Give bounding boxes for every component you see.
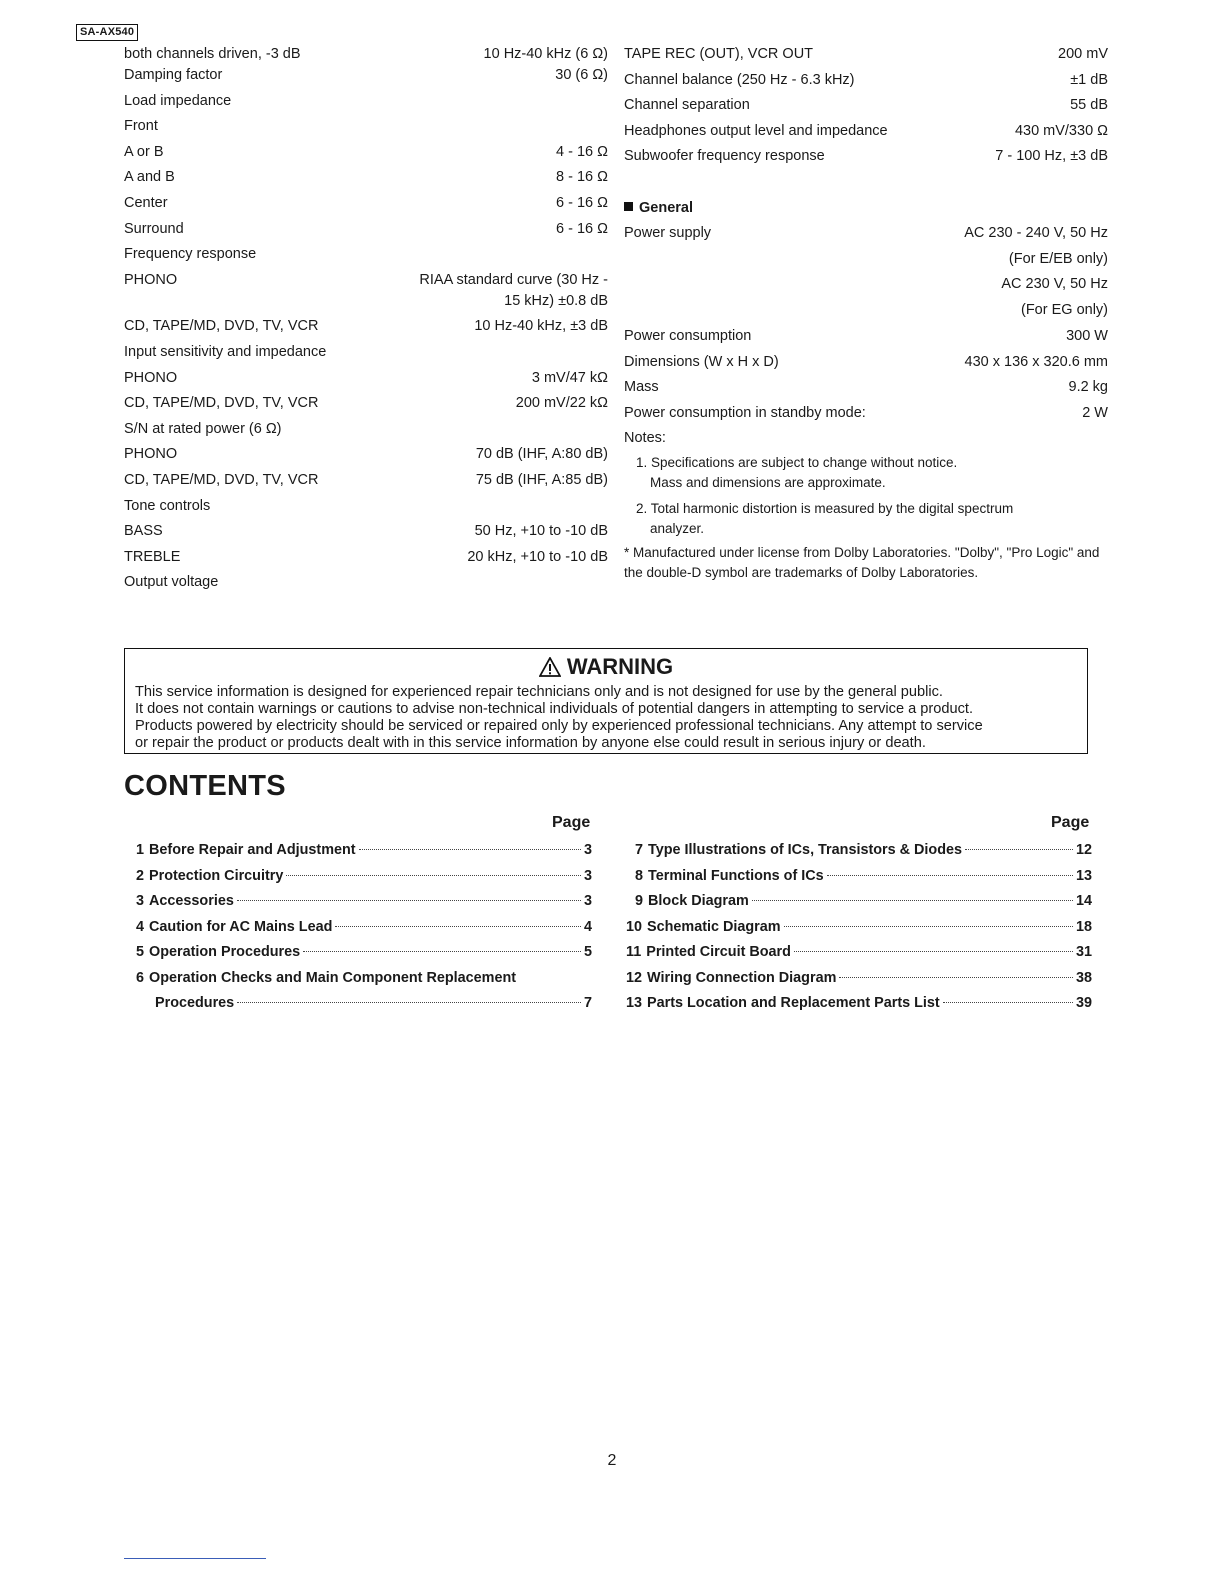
toc-title: Before Repair and Adjustment xyxy=(149,842,356,858)
spec-column-right xyxy=(624,44,1108,583)
spec-label: Power consumption in standby mode: xyxy=(624,404,866,421)
spec-row xyxy=(624,326,1108,347)
toc-number: 4 xyxy=(136,918,145,935)
toc-entry[interactable] xyxy=(136,944,592,970)
spec-label: S/N at rated power (6 Ω) xyxy=(124,420,282,437)
spec-label: PHONO xyxy=(124,446,178,463)
toc-number: 8 xyxy=(635,867,644,884)
note-text-continued: Mass and dimensions are approximate. xyxy=(650,475,886,491)
spec-label: PHONO xyxy=(124,271,178,288)
general-heading-label: General xyxy=(639,199,693,216)
toc-number: 12 xyxy=(626,969,643,986)
toc-page: 4 xyxy=(583,918,592,935)
spec-row xyxy=(624,249,1108,270)
note-text-continued: analyzer. xyxy=(650,521,705,537)
spec-value: 300 W xyxy=(1066,327,1108,344)
spec-column-left xyxy=(124,44,608,593)
toc-page: 31 xyxy=(1075,944,1092,960)
toc-page: 3 xyxy=(583,867,592,884)
toc-title: Caution for AC Mains Lead xyxy=(149,918,333,935)
toc-entry[interactable] xyxy=(136,919,592,945)
spec-value: RIAA standard curve (30 Hz - 15 kHz) ±0.8 dB xyxy=(419,271,608,309)
spec-value: 10 Hz-40 kHz (6 Ω) xyxy=(483,46,608,62)
spec-value: (For EG only) xyxy=(1020,301,1108,318)
toc-leader xyxy=(286,875,581,876)
toc-leader xyxy=(303,951,581,952)
toc-entry[interactable] xyxy=(136,842,592,868)
note-number: 2. xyxy=(636,501,648,517)
toc-number: 1 xyxy=(136,842,145,858)
toc-leader xyxy=(237,1002,581,1003)
toc-leader xyxy=(359,849,581,850)
page-column-label-left: Page xyxy=(552,814,591,831)
toc-page: 38 xyxy=(1075,969,1092,986)
model-tag: SA-AX540 xyxy=(76,24,138,41)
spec-row xyxy=(124,193,608,214)
spec-label: Power consumption xyxy=(624,327,752,344)
toc-entry[interactable] xyxy=(626,842,1092,868)
spec-label: PHONO xyxy=(124,369,178,386)
spec-row xyxy=(124,547,608,568)
toc-leader xyxy=(335,926,581,927)
notes-heading: Notes: xyxy=(624,430,666,447)
warning-line: or repair the product or products dealt with in this service information by anyone else could result in serious injury or death. xyxy=(135,735,926,751)
spec-row xyxy=(624,95,1108,116)
spec-row xyxy=(624,274,1108,295)
toc-number: 13 xyxy=(626,995,643,1011)
spec-row xyxy=(124,572,608,593)
spec-label: both channels driven, -3 dB xyxy=(124,46,301,62)
toc-entry-continued[interactable] xyxy=(136,995,592,1021)
spec-value: ±1 dB xyxy=(1070,71,1108,88)
spec-label: TREBLE xyxy=(124,548,181,565)
spec-label: Dimensions (W x H x D) xyxy=(624,353,779,370)
spec-row xyxy=(624,223,1108,244)
toc-entry[interactable] xyxy=(626,970,1092,996)
toc-entry[interactable] xyxy=(626,893,1092,919)
spec-label: Damping factor xyxy=(124,67,223,83)
toc-title: Wiring Connection Diagram xyxy=(647,969,837,986)
spec-row xyxy=(124,419,608,440)
toc-title: Parts Location and Replacement Parts List xyxy=(647,995,940,1011)
toc-number: 11 xyxy=(626,944,642,960)
spec-row xyxy=(624,70,1108,91)
contents-title: CONTENTS xyxy=(124,770,286,802)
toc-page: 3 xyxy=(583,842,592,858)
spec-value: 7 - 100 Hz, ±3 dB xyxy=(995,148,1108,165)
spec-label: A or B xyxy=(124,143,164,160)
general-heading xyxy=(624,198,1108,219)
spec-label: Channel balance (250 Hz - 6.3 kHz) xyxy=(624,71,855,88)
page-number: 2 xyxy=(607,1452,617,1469)
spec-value: 75 dB (IHF, A:85 dB) xyxy=(475,471,608,488)
spec-label: CD, TAPE/MD, DVD, TV, VCR xyxy=(124,471,319,488)
spec-value: 6 - 16 Ω xyxy=(556,220,608,237)
toc-leader xyxy=(965,849,1073,850)
spec-value: 55 dB xyxy=(1070,97,1108,114)
toc-number: 10 xyxy=(626,918,643,935)
toc-page: 39 xyxy=(1075,995,1092,1011)
toc-page: 14 xyxy=(1075,893,1092,909)
warning-heading xyxy=(135,653,1077,684)
spec-row xyxy=(124,393,608,414)
spec-value: 200 mV xyxy=(1058,46,1108,62)
warning-line: Products powered by electricity should be serviced or repaired only by experienced professional technicians. Any attempt to service xyxy=(135,718,983,734)
toc-column-right xyxy=(626,842,1092,1021)
toc-title: Block Diagram xyxy=(648,893,749,909)
spec-row xyxy=(624,44,1108,65)
toc-leader xyxy=(943,1002,1073,1003)
spec-label: BASS xyxy=(124,523,163,540)
toc-page: 13 xyxy=(1075,867,1092,884)
spec-value: 2 W xyxy=(1082,404,1108,421)
spec-row xyxy=(624,403,1108,424)
spec-label: A and B xyxy=(124,169,175,186)
spec-label: Surround xyxy=(124,220,184,237)
spec-value: 9.2 kg xyxy=(1068,379,1108,396)
toc-title: Type Illustrations of ICs, Transistors & Diodes xyxy=(648,842,963,858)
toc-leader xyxy=(827,875,1073,876)
spec-label: TAPE REC (OUT), VCR OUT xyxy=(624,46,814,62)
toc-entry[interactable] xyxy=(626,944,1092,970)
spec-value: 8 - 16 Ω xyxy=(556,169,608,186)
spec-label: Output voltage xyxy=(124,574,219,591)
spec-row xyxy=(124,142,608,163)
toc-title: Printed Circuit Board xyxy=(646,944,791,960)
toc-entry[interactable] xyxy=(626,868,1092,894)
spec-label: Subwoofer frequency response xyxy=(624,148,825,165)
toc-entry[interactable] xyxy=(136,868,592,894)
toc-leader xyxy=(839,977,1073,978)
spec-row xyxy=(124,44,608,65)
toc-leader xyxy=(784,926,1073,927)
spec-row xyxy=(124,244,608,265)
bottom-divider xyxy=(124,1558,266,1559)
warning-line: This service information is designed for experienced repair technicians only and is not designed for use by the general public. xyxy=(135,684,943,700)
warning-text xyxy=(135,684,1077,752)
toc-number: 7 xyxy=(635,842,644,858)
spec-row xyxy=(124,316,608,337)
spec-value: 70 dB (IHF, A:80 dB) xyxy=(475,446,608,463)
spec-row xyxy=(624,121,1108,142)
spec-label: Power supply xyxy=(624,225,712,242)
toc-number: 6 xyxy=(136,969,145,986)
dolby-footnote: * Manufactured under license from Dolby Laboratories. "Dolby", "Pro Logic" and the double-D symbol are trademarks of Dolby Laboratories. xyxy=(624,545,1100,581)
spec-label: Frequency response xyxy=(124,246,257,263)
toc-page: 18 xyxy=(1075,918,1092,935)
spec-value: 3 mV/47 kΩ xyxy=(531,369,608,386)
toc-title: Schematic Diagram xyxy=(647,918,781,935)
toc-entry[interactable] xyxy=(626,995,1092,1021)
spec-label: Load impedance xyxy=(124,92,232,109)
toc-number: 3 xyxy=(136,893,145,909)
spec-row xyxy=(124,496,608,517)
toc-page: 3 xyxy=(583,893,592,909)
spec-label: Input sensitivity and impedance xyxy=(124,343,327,360)
spec-value: 20 kHz, +10 to -10 dB xyxy=(467,548,608,565)
toc-entry[interactable] xyxy=(136,893,592,919)
spec-label: Front xyxy=(124,118,158,135)
spec-label: Channel separation xyxy=(624,97,750,114)
spec-value: AC 230 - 240 V, 50 Hz xyxy=(964,225,1108,242)
spec-value: 50 Hz, +10 to -10 dB xyxy=(474,523,608,540)
spec-row xyxy=(124,65,608,86)
spec-row xyxy=(624,146,1108,167)
warning-title: WARNING xyxy=(566,654,674,679)
toc-leader xyxy=(752,900,1073,901)
spec-row xyxy=(624,300,1108,321)
note-number: 1. xyxy=(636,455,648,471)
spec-value: 430 mV/330 Ω xyxy=(1014,122,1108,139)
spec-label: CD, TAPE/MD, DVD, TV, VCR xyxy=(124,395,319,412)
spec-row xyxy=(124,270,608,312)
spec-row xyxy=(124,470,608,491)
toc-leader xyxy=(794,951,1073,952)
spec-value: AC 230 V, 50 Hz xyxy=(1001,276,1108,293)
toc-page: 5 xyxy=(583,944,592,960)
toc-title: Procedures xyxy=(155,995,235,1011)
spec-row xyxy=(124,167,608,188)
spec-row xyxy=(124,91,608,112)
toc-entry[interactable] xyxy=(626,919,1092,945)
spec-label: CD, TAPE/MD, DVD, TV, VCR xyxy=(124,318,319,335)
toc-entry[interactable] xyxy=(136,970,592,996)
note-text: Specifications are subject to change without notice. xyxy=(651,455,958,471)
spec-value: (For E/EB only) xyxy=(1008,250,1108,267)
spec-label: Tone controls xyxy=(124,497,211,514)
toc-number: 9 xyxy=(635,893,644,909)
toc-number: 2 xyxy=(136,867,145,884)
spec-label: Mass xyxy=(624,379,659,396)
spec-value: 430 x 136 x 320.6 mm xyxy=(964,353,1108,370)
spec-row xyxy=(624,352,1108,373)
toc-page: 12 xyxy=(1075,842,1092,858)
spec-row xyxy=(124,521,608,542)
toc-title: Protection Circuitry xyxy=(149,867,284,884)
toc-leader xyxy=(237,900,581,901)
note-item xyxy=(624,499,1108,539)
spec-value: 30 (6 Ω) xyxy=(555,67,608,83)
toc-title: Operation Procedures xyxy=(149,944,301,960)
spec-value: 200 mV/22 kΩ xyxy=(515,395,608,412)
spec-label: Headphones output level and impedance xyxy=(624,122,888,139)
spec-value: 6 - 16 Ω xyxy=(556,194,608,211)
toc-title: Terminal Functions of ICs xyxy=(648,867,824,884)
warning-line: It does not contain warnings or cautions to advise non-technical individuals of potential dangers in attempting to service a product. xyxy=(135,701,974,717)
square-bullet-icon xyxy=(624,202,633,211)
warning-triangle-icon xyxy=(539,656,561,684)
spec-label: Center xyxy=(124,194,168,211)
warning-box xyxy=(124,648,1088,754)
spec-row xyxy=(124,368,608,389)
spec-value: 10 Hz-40 kHz, ±3 dB xyxy=(474,318,608,335)
spec-row xyxy=(124,444,608,465)
toc-column-left xyxy=(136,842,592,1021)
page-column-label-right: Page xyxy=(1051,814,1090,831)
spec-row xyxy=(624,377,1108,398)
toc-page: 7 xyxy=(583,995,592,1011)
note-text: Total harmonic distortion is measured by the digital spectrum xyxy=(650,501,1014,517)
spec-row xyxy=(124,219,608,240)
spec-row xyxy=(124,116,608,137)
toc-title: Accessories xyxy=(149,893,234,909)
spec-value: 4 - 16 Ω xyxy=(556,143,608,160)
note-item xyxy=(624,453,1108,493)
toc-title: Operation Checks and Main Component Replacement xyxy=(149,969,517,986)
toc-number: 5 xyxy=(136,944,145,960)
spec-row xyxy=(124,342,608,363)
